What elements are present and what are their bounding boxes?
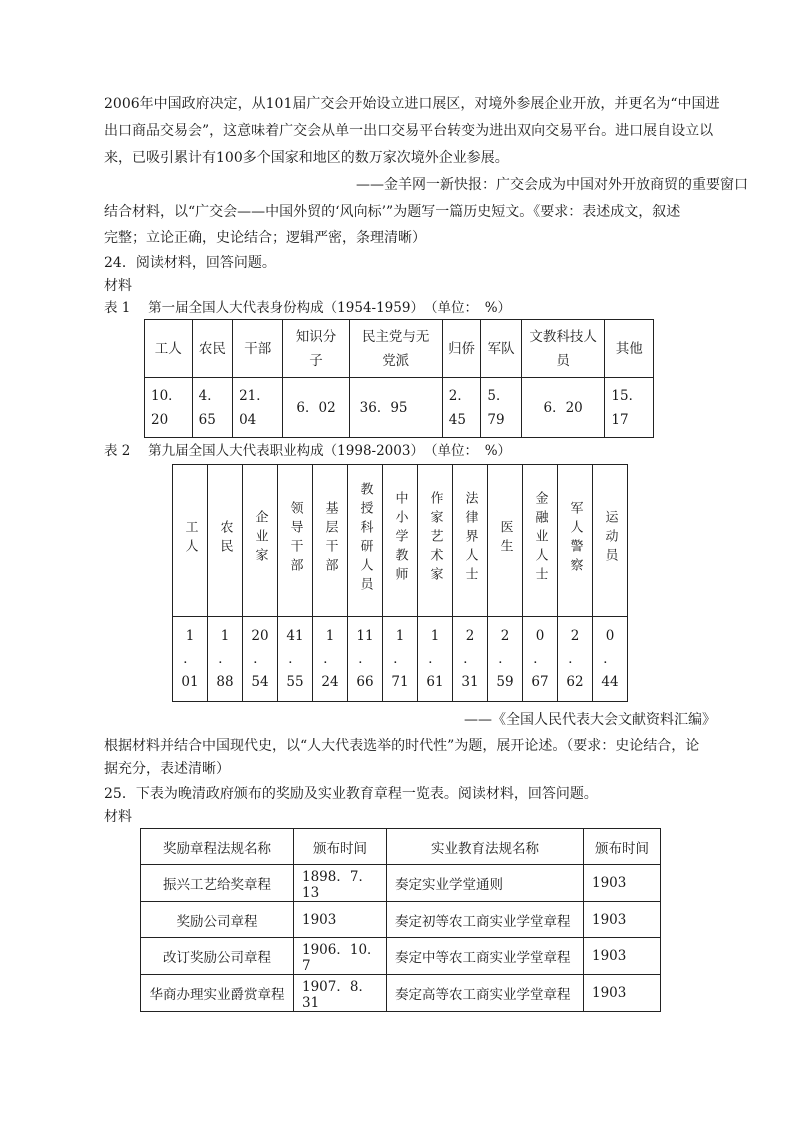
t2-value-part: 59 bbox=[496, 673, 514, 690]
t3-cell: 1903 bbox=[584, 975, 661, 1012]
t2-value-part: ． bbox=[218, 650, 232, 667]
t1-value: 15．17 bbox=[605, 378, 654, 438]
t2-value-part: 41 bbox=[286, 627, 304, 644]
t2-header bbox=[488, 465, 523, 617]
t2-value-part: ． bbox=[428, 650, 442, 667]
t1-value: 6．20 bbox=[521, 378, 605, 438]
t3-cell: 1903 bbox=[584, 865, 661, 902]
t3-cell: 1898．7．13 bbox=[294, 865, 387, 902]
t2-value-part: 61 bbox=[426, 673, 444, 690]
t3-cell: 1903 bbox=[584, 902, 661, 938]
t3-cell: 奖励公司章程 bbox=[141, 902, 294, 938]
t2-value-part: 01 bbox=[181, 673, 199, 690]
t2-value bbox=[523, 617, 558, 702]
t2-value-part: 66 bbox=[356, 673, 374, 690]
t2-header-text: 作家艺术家 bbox=[427, 491, 443, 586]
t2-header bbox=[173, 465, 208, 617]
q24-task-line-2: 据充分，表述清晰） bbox=[104, 761, 230, 777]
t2-value bbox=[243, 617, 278, 702]
t2-value bbox=[558, 617, 593, 702]
q23-para-line-3: 来，已吸引累计有100多个国家和地区的数万家次境外企业参展。 bbox=[104, 150, 509, 166]
t2-value-part: 11 bbox=[356, 627, 374, 644]
t2-value-part: 24 bbox=[321, 673, 339, 690]
t2-value-part: 2 bbox=[465, 627, 475, 644]
t2-value-part: ． bbox=[288, 650, 302, 667]
t2-header bbox=[313, 465, 348, 617]
t2-value-part: ． bbox=[358, 650, 372, 667]
t2-header bbox=[593, 465, 628, 617]
t2-header bbox=[348, 465, 383, 617]
t2-value-part: 1 bbox=[430, 627, 440, 644]
t2-value bbox=[593, 617, 628, 702]
t2-value-part: 54 bbox=[251, 673, 269, 690]
t2-value-part: ． bbox=[603, 650, 617, 667]
t2-header bbox=[278, 465, 313, 617]
t2-header bbox=[418, 465, 453, 617]
t2-value-part: ． bbox=[463, 650, 477, 667]
t1-value: 21．04 bbox=[233, 378, 283, 438]
t3-cell: 1906．10．7 bbox=[294, 938, 387, 975]
t2-header bbox=[243, 465, 278, 617]
t2-header-text: 领导干部 bbox=[287, 500, 303, 577]
q25-table bbox=[140, 828, 661, 1012]
t2-header-text: 军人警察 bbox=[567, 500, 583, 577]
t2-header-text: 医生 bbox=[497, 519, 513, 558]
t3-cell: 1907．8．31 bbox=[294, 975, 387, 1012]
t2-value-part: ． bbox=[498, 650, 512, 667]
t1-header: 军队 bbox=[481, 320, 521, 378]
q23-para-line-2: 出口商品交易会”，这意味着广交会从单一出口交易平台转变为进出双向交易平台。进口展自设立以 bbox=[104, 123, 714, 139]
t2-header bbox=[208, 465, 243, 617]
t1-header: 知识分子 bbox=[283, 320, 349, 378]
q23-task-line-2: 完整；立论正确，史论结合；逻辑严密，条理清晰） bbox=[104, 230, 426, 246]
t2-value-part: 0 bbox=[535, 627, 545, 644]
t2-header-text: 基层干部 bbox=[322, 500, 338, 577]
t3-cell: 1903 bbox=[584, 938, 661, 975]
q24-table2 bbox=[172, 464, 628, 702]
t1-header: 民主党与无党派 bbox=[349, 320, 442, 378]
t3-header: 实业教育法规名称 bbox=[387, 829, 584, 865]
t2-value-part: 1 bbox=[395, 627, 405, 644]
t2-value bbox=[418, 617, 453, 702]
q24-material-label: 材料 bbox=[104, 278, 132, 294]
t2-value-part: ． bbox=[183, 650, 197, 667]
t2-header-text: 农民 bbox=[217, 519, 233, 558]
t3-cell: 奏定实业学堂通则 bbox=[387, 865, 584, 902]
t1-value: 2．45 bbox=[442, 378, 481, 438]
t2-header bbox=[453, 465, 488, 617]
t2-value-part: 0 bbox=[605, 627, 615, 644]
t1-value: 10．20 bbox=[145, 378, 193, 438]
t2-value-part: 67 bbox=[531, 673, 549, 690]
t2-value-part: 44 bbox=[601, 673, 619, 690]
q24-task-line-1: 根据材料并结合中国现代史，以“人大代表选举的时代性”为题，展开论述。（要求：史论结合，论 bbox=[104, 738, 700, 754]
t2-value bbox=[313, 617, 348, 702]
t2-value bbox=[278, 617, 313, 702]
t3-cell: 1903 bbox=[294, 902, 387, 938]
t2-value-part: ． bbox=[323, 650, 337, 667]
t2-value bbox=[208, 617, 243, 702]
t3-cell: 奏定初等农工商实业学堂章程 bbox=[387, 902, 584, 938]
t1-header: 归侨 bbox=[442, 320, 481, 378]
t2-header-text: 工人 bbox=[182, 519, 198, 558]
t1-value: 36．95 bbox=[349, 378, 442, 438]
t2-header bbox=[558, 465, 593, 617]
q24-heading: 24．阅读材料，回答问题。 bbox=[104, 255, 276, 271]
q24-table2-caption: 表 2 第九届全国人大代表职业构成（1998-2003） （单位： %） bbox=[104, 443, 512, 459]
q24-table1-caption: 表 1 第一届全国人大代表身份构成（1954-1959） （单位： %） bbox=[104, 300, 512, 316]
t2-value-part: ． bbox=[568, 650, 582, 667]
t3-header: 奖励章程法规名称 bbox=[141, 829, 294, 865]
t2-value-part: 88 bbox=[216, 673, 234, 690]
q23-task-line-1: 结合材料，以“广交会——中国外贸的‘风向标’”为题写一篇历史短文。《要求：表述成文，叙述 bbox=[104, 204, 681, 220]
t2-value-part: 31 bbox=[461, 673, 479, 690]
t2-value-part: 2 bbox=[570, 627, 580, 644]
t2-value bbox=[173, 617, 208, 702]
t2-value-part: ． bbox=[393, 650, 407, 667]
t2-value-part: ． bbox=[533, 650, 547, 667]
t2-header-text: 运动员 bbox=[602, 510, 618, 567]
t2-value bbox=[383, 617, 418, 702]
q25-material-label: 材料 bbox=[104, 809, 132, 825]
t2-value-part: 2 bbox=[500, 627, 510, 644]
t2-value bbox=[348, 617, 383, 702]
t1-value: 5．79 bbox=[481, 378, 521, 438]
t2-header-text: 教授科研人员 bbox=[357, 481, 373, 596]
t2-header bbox=[523, 465, 558, 617]
t2-value-part: 71 bbox=[391, 673, 409, 690]
t3-cell: 华商办理实业爵赏章程 bbox=[141, 975, 294, 1012]
t1-value: 4．65 bbox=[192, 378, 232, 438]
q25-heading: 25．下表为晚清政府颁布的奖励及实业教育章程一览表。阅读材料，回答问题。 bbox=[104, 786, 598, 802]
t2-value-part: 20 bbox=[251, 627, 269, 644]
t2-value-part: 55 bbox=[286, 673, 304, 690]
t2-value-part: 1 bbox=[185, 627, 195, 644]
t3-cell: 奏定中等农工商实业学堂章程 bbox=[387, 938, 584, 975]
t3-cell: 奏定高等农工商实业学堂章程 bbox=[387, 975, 584, 1012]
t2-header-text: 中小学教师 bbox=[392, 491, 408, 586]
t3-cell: 振兴工艺给奖章程 bbox=[141, 865, 294, 902]
t1-header: 其他 bbox=[605, 320, 654, 378]
t2-header-text: 法律界人士 bbox=[462, 491, 478, 586]
q23-source: ——金羊网一新快报：广交会成为中国对外开放商贸的重要窗口 bbox=[356, 177, 748, 193]
q23-para-line-1: 2006年中国政府决定，从101届广交会开始设立进口展区，对境外参展企业开放，并更名为“中国进 bbox=[104, 96, 720, 112]
t3-header: 颁布时间 bbox=[294, 829, 387, 865]
t2-value-part: 62 bbox=[566, 673, 584, 690]
t1-header: 文教科技人员 bbox=[521, 320, 605, 378]
t1-value: 6．02 bbox=[283, 378, 349, 438]
q24-table1 bbox=[144, 319, 654, 438]
t3-header: 颁布时间 bbox=[584, 829, 661, 865]
t2-value-part: 1 bbox=[220, 627, 230, 644]
t2-header-text: 企业家 bbox=[252, 510, 268, 567]
t1-header: 干部 bbox=[233, 320, 283, 378]
t1-header: 农民 bbox=[192, 320, 232, 378]
t2-value-part: ． bbox=[253, 650, 267, 667]
t3-cell: 改订奖励公司章程 bbox=[141, 938, 294, 975]
q24-source: ——《全国人民代表大会文献资料汇编》 bbox=[464, 712, 716, 728]
t2-header bbox=[383, 465, 418, 617]
t2-header-text: 金融业人士 bbox=[532, 491, 548, 586]
t2-value bbox=[488, 617, 523, 702]
t2-value bbox=[453, 617, 488, 702]
t1-header: 工人 bbox=[145, 320, 193, 378]
t2-value-part: 1 bbox=[325, 627, 335, 644]
